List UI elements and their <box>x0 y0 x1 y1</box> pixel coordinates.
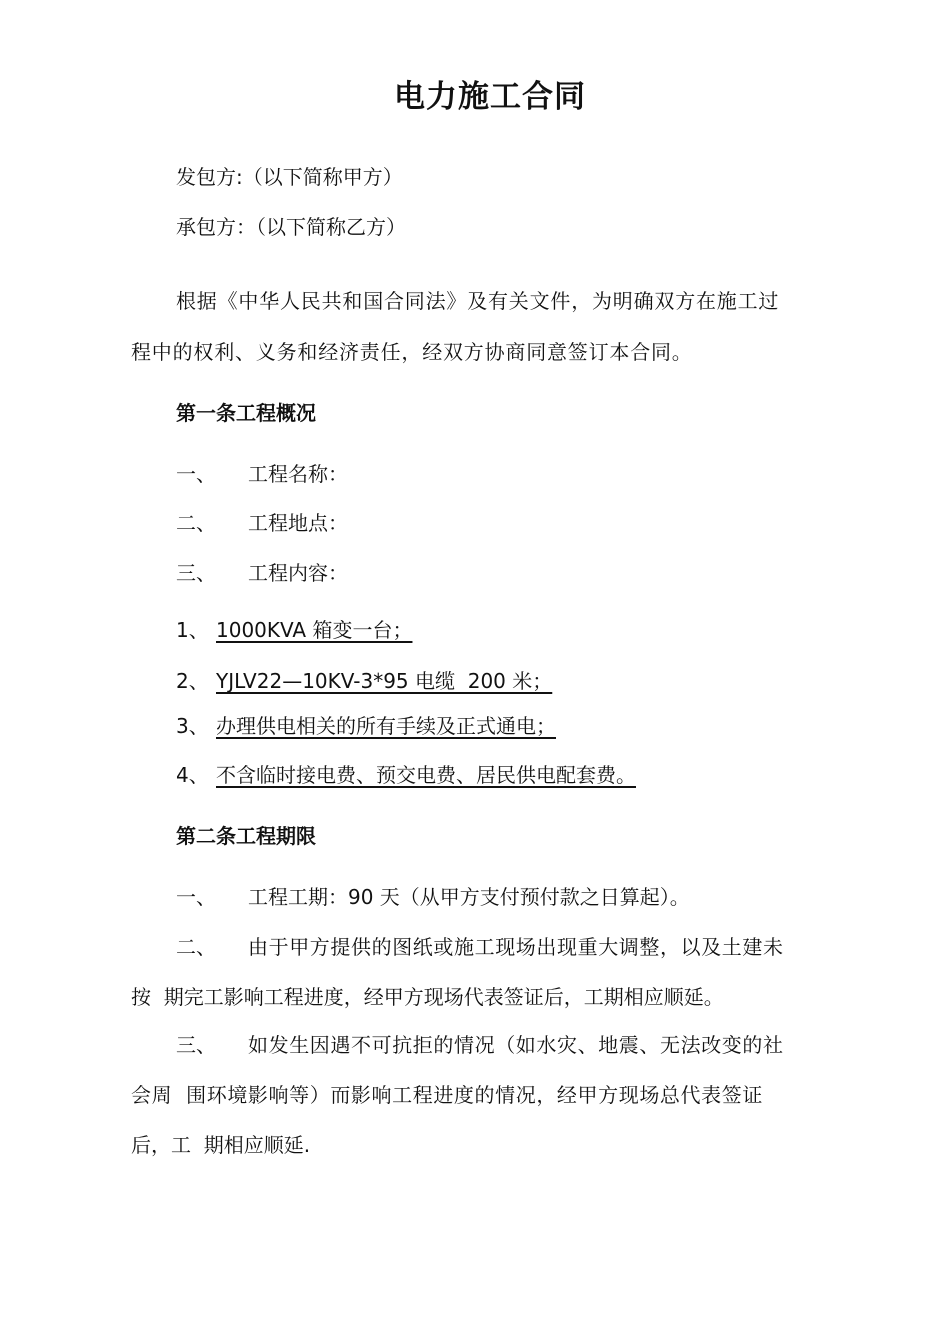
item-text: 工程工期：90 天（从甲方支付预付款之日算起）。 <box>248 885 690 909</box>
article-2-item-2-line-2: 按 期完工影响工程进度，经甲方现场代表签证后，工期相应顺延。 <box>131 985 724 1009</box>
article-1-item-1 <box>176 460 348 488</box>
item-number: 二、 <box>176 935 216 959</box>
item-number: 一、 <box>176 885 216 909</box>
item-text: 如发生因遇不可抗拒的情况（如水灾、地震、无法改变的社 <box>248 1033 784 1057</box>
content-number: 2、 <box>176 669 209 693</box>
content-text: 1000KVA 箱变一台； <box>216 618 413 642</box>
article-2-heading: 第二条工程期限 <box>176 824 316 848</box>
content-number: 3、 <box>176 714 209 738</box>
content-number: 4、 <box>176 763 209 787</box>
item-number: 三、 <box>176 561 216 585</box>
content-item-4 <box>176 761 648 789</box>
article-2-item-3-line-1 <box>176 1031 784 1059</box>
content-item-3 <box>176 712 568 740</box>
content-item-1 <box>176 616 424 644</box>
article-1-item-3 <box>176 559 348 587</box>
item-text: 工程地点： <box>248 511 348 535</box>
item-text: 工程内容： <box>248 561 348 585</box>
article-1-item-2 <box>176 509 348 537</box>
article-2-item-3-line-2: 会周 围环境影响等）而影响工程进度的情况，经甲方现场总代表签证 <box>131 1083 763 1107</box>
article-2-item-3-line-3: 后，工 期相应顺延. <box>131 1133 311 1157</box>
content-text: 办理供电相关的所有手续及正式通电； <box>216 714 556 738</box>
item-number: 二、 <box>176 511 216 535</box>
article-2-item-2-line-1 <box>176 933 784 961</box>
item-text: 由于甲方提供的图纸或施工现场出现重大调整，以及土建未 <box>248 935 784 959</box>
article-2-item-1 <box>176 883 690 911</box>
content-number: 1、 <box>176 618 209 642</box>
item-text: 工程名称： <box>248 462 348 486</box>
preamble-line-1: 根据《中华人民共和国合同法》及有关文件，为明确双方在施工过 <box>176 289 780 313</box>
item-number: 一、 <box>176 462 216 486</box>
content-text: YJLV22—10KV-3*95 电缆 200 米； <box>216 669 553 693</box>
content-text: 不含临时接电费、预交电费、居民供电配套费。 <box>216 763 636 787</box>
document-title: 电力施工合同 <box>394 79 586 115</box>
preamble-line-2: 程中的权利、义务和经济责任，经双方协商同意签订本合同。 <box>131 340 693 364</box>
content-item-2 <box>176 667 564 695</box>
client-party-line: 发包方:（以下简称甲方） <box>176 165 403 189</box>
contractor-party-line: 承包方：（以下简称乙方） <box>176 215 406 239</box>
item-number: 三、 <box>176 1033 216 1057</box>
article-1-heading: 第一条工程概况 <box>176 401 316 425</box>
